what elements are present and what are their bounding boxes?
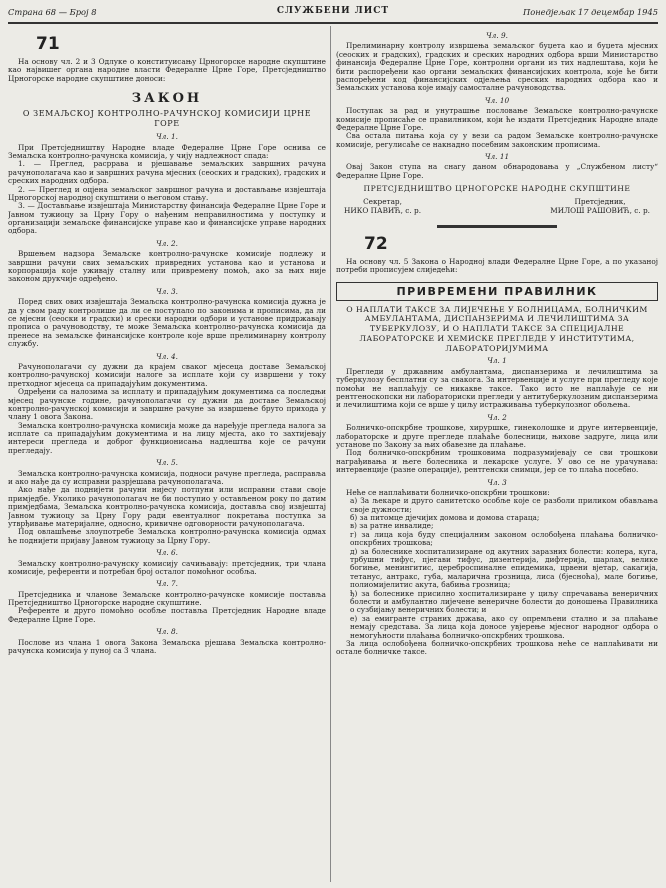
article-paragraph: Референте и друго помоћно особље поставља Претсједник Народне владе Федералне Црне Горе.	[8, 606, 326, 624]
article-heading: Чл. 4.	[156, 351, 178, 361]
act-number-71: 71	[36, 34, 60, 54]
article-paragraph: Под болничко-опскрбним трошковима подразумијевају се сви трошкови награђивања и његе болесника и лекарске услуге. У ово се не урачунава: интервенције (разне операције), рентгенски снимци, јер се то плаћа посебно.	[336, 448, 658, 475]
article-heading: Чл. 2	[487, 412, 507, 422]
article-heading: Чл. 8.	[156, 627, 178, 637]
article-paragraph: Рачунополагачи су дужни да крајем сваког мјесеца доставе Земаљској контролно-рачунској комисији налоге за исплате који су извршени у току претходног мјесеца са припадајућим документима.	[8, 361, 326, 388]
secretary-role: Секретар,	[363, 196, 402, 206]
article-paragraph: Поред свих ових извјештаја Земаљска контролно-рачунска комисија дужна је да у свом раду контролише да ли се поступало по законима и прописима, да ли се мјесни (сеоски и градски) и срески народни одбори и установе придржавају прописа о рачуноводству, те може Земаљска контролно-рачунска комисија да пренесе на земаљске финансијске контроле које врше прелиминарну контролу службу.	[8, 297, 326, 349]
article-paragraph: За лица ослобођена болничко-опскрбних трошкова неће се наплаћивати ни остале болничке таксе.	[336, 638, 658, 657]
article-paragraph: Болничко-опскрбне трошкове, хируршке, гинеколошке и друге интервенције, лабораторске и друге прегледе плаћаће болесници, њихове задруге, лица или установе по Закону за њих обавезне да плаћање.	[336, 423, 658, 449]
act-72-intro: На основу чл. 5 Закона о Народној влади Федералне Црне Горе, а по указаној потреби прописујем слиједећи:	[336, 256, 658, 275]
article-paragraph: Неће се наплаћивати болничко-опскрбни трошкови:	[346, 487, 550, 497]
law-title: ЗАКОН	[131, 91, 203, 107]
article-heading: Чл. 3.	[156, 286, 178, 296]
list-item: ђ) за болеснике присилно хоспитализиране у циљу спречавања венеричних болести и амбулантно лијечене венеричне болести до доношења Правилника о сузбијању венеричних болести; и	[350, 588, 658, 615]
article-heading: Чл. 6.	[156, 548, 178, 558]
column-divider	[330, 26, 331, 882]
page-header	[8, 6, 658, 22]
list-item: д) за болеснике хоспитализиране од акутних заразних болести: колера, куга, трбушни тифус, пјегави тифус, дизентерија, дифтерија, шарлах, велике богиње, менингитис, цереброспиналне епидемика, црвени вјетар, сакагија, тетанус, антракс, губа, маларична грозница, лиса (бјесноћа), мале богиње, полиомијелитис акута, бабиња грозница;	[350, 546, 658, 590]
president-role: Претсједник,	[574, 196, 626, 206]
list-item: б) за питомце дјечијих домова и домова стараца;	[350, 513, 540, 523]
president-signature	[550, 197, 650, 215]
act-71-intro: На основу чл. 2 и 3 Одлуке о конституисању Црногорске народне скупштине као највишег органа народне власти Федералне Црне Горе, Претсједништво Црногорске народне скупштине доноси:	[8, 57, 326, 83]
article-paragraph: Одређени са налозима за исплату и припадајућим документима са последњи мјесец рачунске године, рачунополагачи су дужни да доставе Земаљској контролно-рачунској комисији и завршне рачуне за извршење бруто прихода у члану 1 овога Закона.	[8, 387, 326, 422]
presidium-signature-title: ПРЕТСЈЕДНИШТВО ЦРНОГОРСКЕ НАРОДНЕ СКУПШТИНЕ	[363, 184, 631, 194]
article-paragraph: 3. — Достављање извјештаја Министарству финансија Федералне Црне Горе и Јавном тужиоцу за Црну Гору о нађеним неправилностима у поступку и организацији земаљске финансијске управе као и финансијске управе народних одбора.	[8, 201, 326, 236]
article-heading: Чл. 10	[484, 95, 510, 105]
article-heading: Чл. 5.	[156, 458, 178, 468]
article-paragraph: Овај Закон ступа на снагу даном обнародовања у „Службеном листу“ Федералне Црне Горе.	[336, 162, 658, 180]
rules-subtitle: О НАПЛАТИ ТАКСЕ ЗА ЛИЈЕЧЕЊЕ У БОЛНИЦАМА, БОЛНИЧКИМ АМБУЛАНТАМА, ДИСПАНЗЕРИМА И ЛЕЧИЛИШТИМА ЗА ТУБЕРКУЛОЗУ, И О НАПЛАТИ ТАКСЕ ЗА СПЕЦИЈАЛНЕ ЛАБОРАТОРСКЕ И ХЕМИСКЕ ПРЕГЛЕДЕ У ИНСТИТУТИМА, ЛАБОРАТОРИЈУМИМА	[346, 304, 648, 353]
article-paragraph: При Претсједништву Народне владе Федералне Црне Горе оснива се Земаљска контролно-рачунска комисија, у чију надлежност спада:	[8, 142, 326, 160]
law-subtitle: О ЗЕМАЉСКОЈ КОНТРОЛНО-РАЧУНСКОЈ КОМИСИЈИ ЦРНЕ ГОРЕ	[22, 109, 312, 129]
article-paragraph: Вршењем надзора Земаљске контролно-рачунске комисије подлежу и завршни рачуни свих земаљских привредних установа као и установа и корпорација које уживају сталну или привремену помоћ, ако за њих није законом друкчије одређено.	[8, 249, 326, 284]
article-heading: Чл. 9.	[486, 31, 508, 40]
signatures	[336, 197, 658, 215]
left-column	[8, 28, 326, 884]
secretary-signature	[344, 197, 421, 215]
section-separator	[437, 225, 557, 228]
article-paragraph: Прелиминарну контролу извршења земаљског буџета као и буџета мјесних (сеоских и градских), градских и среских народних одбора врши Министарство финансија Федералне Црне Горе, контролни органи из тих надлештава, који ће бити распоређени као органи земаљских финансијских контрола, које ће бити распоређени код финансијских одјељења среских народних одбора као и Земаљских установа које имају самосталне рачуноводства.	[336, 41, 658, 93]
list-item: в) за ратне инвалиде;	[350, 521, 434, 531]
header-publication-title: СЛУЖБЕНИ ЛИСТ	[276, 6, 390, 16]
article-paragraph: 1. — Преглед, расррава и рјешавање земаљских завршних рачуна рачунополагача као и завршних рачуна мјесних (сеоских и градских), градских и среских народних одбора.	[8, 159, 326, 186]
article-paragraph: Сва остала питања која су у вези са радом Земаљске контролно-рачунске комисије, регулисаће се накнадно посебним законским прописима.	[336, 131, 658, 149]
article-paragraph: Земаљску контролно-рачунску комисију сачињавају: претсједник, три члана комисије, референти и потребан број осталог помоћног особља.	[8, 558, 326, 576]
rules-title: ПРИВРЕМЕНИ ПРАВИЛНИК	[336, 282, 658, 301]
article-heading: Чл. 11	[484, 152, 510, 162]
article-paragraph: Ако нађе да поднијети рачуни нијесу потпуни или исправни стави своје примједбе. Уколико рачунополагач не би поступио у остављеном року по датим примједбама, Земаљска контролно-рачунска комисија, доставља свој извјештај Јавном тужиоцу за Црну Гору ради евентуалног покретања поступка за утврђивање материјалне, односно, кривичне одговорности рачунополагача.	[8, 485, 326, 528]
article-paragraph: Земаљска контролно-рачунска комисија, подноси рачуне прегледа, расправља и ако нађе да су исправни разрјешава рачунополагача.	[8, 468, 326, 487]
article-paragraph: Прегледи у државним амбулантама, диспанзерима и лечилиштима за туберкулозу бесплатни су за свакога. За интервенције и услуге при прегледу које помоћи не наплаћују се никакве таксе. Тако исто не наплаћује се ни рентгеноскопски ни лабораториски прегледи у антитуберкулозним диспанзерима и лечилиштима који се врше у циљу истраживања туберкулозног обољења.	[336, 366, 658, 410]
list-item: е) за емигранте страних држава, ако су опремљени стално и за плаћање немају средстава. За лица која доносе увјерење мјесног народног одбора о немогућности плаћања болничко-опскрбних трошкова.	[350, 613, 658, 640]
article-paragraph: Под овлашћење злоупотребе Земаљска контролно-рачунска комисија одмах ће поднијети пријаву Јавном тужиоцу за Црну Гору.	[8, 527, 326, 545]
article-heading: Чл. 3	[487, 477, 507, 487]
secretary-name: НИКО ПАВИЋ, с. р.	[344, 205, 422, 215]
president-name: МИЛОШ РАШОВИЋ, с. р.	[550, 205, 650, 215]
article-heading: Чл. 2.	[156, 238, 178, 248]
article-paragraph: 2. — Преглед и оцјена земаљског завршног рачуна и достављање извјештаја Црногорској народној скупштини о његовом стању.	[8, 184, 326, 202]
article-paragraph: Земаљска контролно-рачунска комисија може да наређује прегледа налога за исплате са припадајућим документима и на лицу мјеста, ако то захтијевају интереси прегледа и доброг функционисања надлештва које се рачуни прегледају.	[8, 420, 326, 455]
header-rule	[8, 22, 658, 24]
act-number-72: 72	[364, 233, 388, 254]
article-heading: Чл. 1.	[156, 132, 178, 142]
list-item: а) За љекаре и друго санитетско особље које се разболи приликом обављања своје дужности;	[350, 496, 658, 514]
article-paragraph: Поступак за рад и унутрашње пословање Земаљске контролно-рачунске комисије прописаће се правилником, који ће издати Претсједник Народне владе Федералне Црне Горе.	[336, 106, 658, 132]
right-column	[336, 28, 658, 884]
article-heading: Чл. 7.	[156, 579, 178, 589]
header-page-number: Страна 68 — Број 8	[8, 7, 97, 17]
article-paragraph: Претсједника и чланове Земаљске контролно-рачунске комисије поставља Претсједништво Црногорске народне скупштине.	[8, 589, 326, 608]
article-heading: Чл. 1	[487, 356, 507, 366]
article-paragraph: Послове из члана 1 овога Закона Земаљска рјешава Земаљска контролно-рачунска комисија у пуној са 3 члана.	[8, 637, 326, 656]
list-item: г) за лица која буду специјалним законом ослобођена плаћања болничко-опскрбних трошкова;	[350, 529, 658, 548]
header-date: Понедјељак 17 децембар 1945	[522, 7, 658, 17]
